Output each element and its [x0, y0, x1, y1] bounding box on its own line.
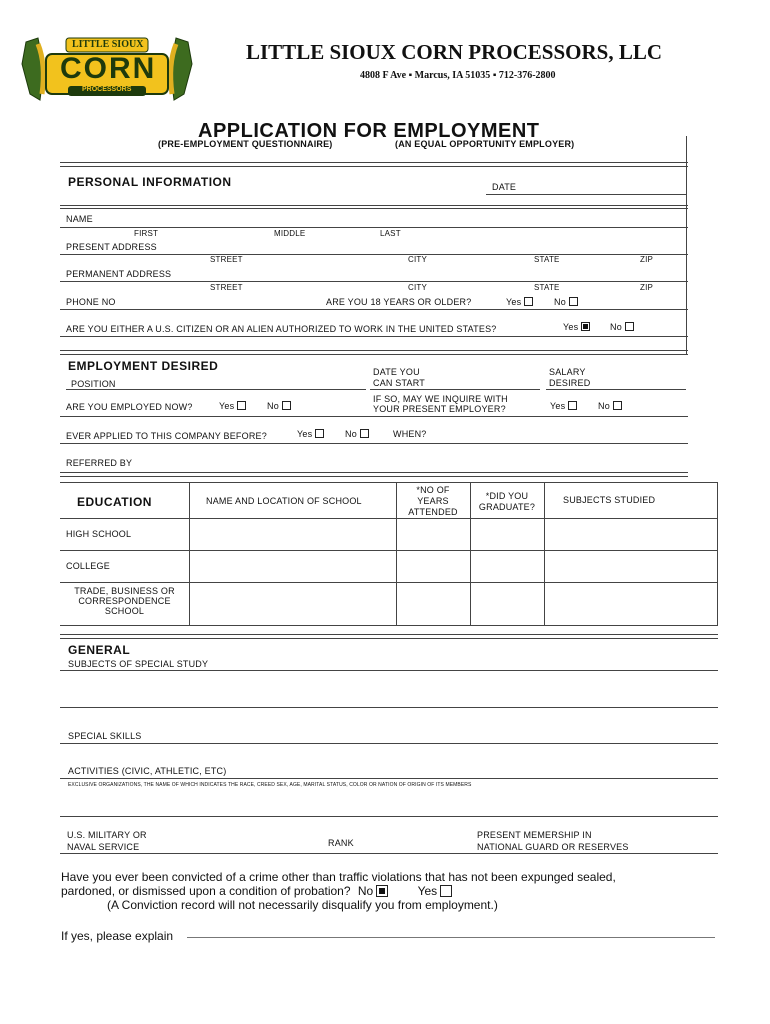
- form-title: APPLICATION FOR EMPLOYMENT: [198, 120, 540, 142]
- applied-yes-label: Yes: [297, 429, 313, 439]
- applied-question: EVER APPLIED TO THIS COMPANY BEFORE?: [66, 431, 267, 441]
- salary-label-2: DESIRED: [549, 378, 591, 388]
- logo-bottom-text: PROCESSORS: [82, 86, 132, 93]
- military-label-2: NAVAL SERVICE: [67, 842, 140, 852]
- subjects-column-header: SUBJECTS STUDIED: [563, 495, 656, 505]
- subtitle-left: (PRE-EMPLOYMENT QUESTIONNAIRE): [158, 139, 333, 149]
- conviction-question-line-1: Have you ever been convicted of a crime other than traffic violations that has not been expunged sealed,: [61, 870, 616, 884]
- conviction-question-text: pardoned, or dismissed upon a condition of probation?: [61, 884, 351, 898]
- graduate-column-header: [470, 491, 544, 513]
- citizen-yes: [563, 322, 590, 332]
- present-address-label: PRESENT ADDRESS: [66, 242, 157, 252]
- applied-yes-checkbox[interactable]: [315, 429, 324, 438]
- company-name: LITTLE SIOUX CORN PROCESSORS, LLC: [246, 40, 663, 64]
- citizen-no: [610, 322, 634, 332]
- citizen-question: ARE YOU EITHER A U.S. CITIZEN OR AN ALIEN AUTHORIZED TO WORK IN THE UNITED STATES?: [66, 324, 497, 334]
- when-label: WHEN?: [393, 429, 427, 439]
- years-header-line-1: *NO OF: [416, 485, 450, 495]
- referred-label: REFERRED BY: [66, 458, 133, 468]
- logo-top-text: LITTLE SIOUX: [72, 39, 144, 50]
- conviction-no-label: No: [357, 884, 374, 898]
- date-label: DATE: [492, 182, 517, 192]
- age-yes-label: Yes: [506, 297, 522, 307]
- explain-field[interactable]: [187, 937, 715, 938]
- zip-label-2: ZIP: [640, 283, 654, 292]
- age-no-label: No: [554, 297, 566, 307]
- inquire-yes-checkbox[interactable]: [568, 401, 577, 410]
- employed-question: ARE YOU EMPLOYED NOW?: [66, 402, 193, 412]
- citizen-yes-label: Yes: [563, 322, 579, 332]
- guard-label-1: PRESENT MEMERSHIP IN: [477, 830, 592, 840]
- years-header-line-2: YEARS: [417, 496, 449, 506]
- permanent-address-label: PERMANENT ADDRESS: [66, 269, 172, 279]
- trade-line-2: CORRESPONDENCE: [78, 596, 171, 606]
- phone-label: PHONE NO: [66, 297, 116, 307]
- citizen-no-label: No: [610, 322, 622, 332]
- employed-no-checkbox[interactable]: [282, 401, 291, 410]
- age-no-checkbox[interactable]: [569, 297, 578, 306]
- rank-label: RANK: [328, 838, 354, 848]
- years-header-line-3: ATTENDED: [408, 507, 458, 517]
- graduate-header-line-2: GRADUATE?: [478, 502, 536, 512]
- city-label: CITY: [408, 255, 428, 264]
- employed-yes-label: Yes: [219, 401, 235, 411]
- street-label: STREET: [210, 255, 243, 264]
- position-label: POSITION: [71, 379, 116, 389]
- street-label-2: STREET: [210, 283, 243, 292]
- state-label-2: STATE: [534, 283, 560, 292]
- company-phone: 712-376-2800: [498, 70, 556, 81]
- activities-label: ACTIVITIES (CIVIC, ATHLETIC, ETC): [68, 766, 227, 776]
- trade-school-label: [60, 586, 189, 616]
- first-label: FIRST: [134, 229, 159, 238]
- applied-no-label: No: [345, 429, 357, 439]
- inquire-no-checkbox[interactable]: [613, 401, 622, 410]
- company-logo: [16, 34, 198, 104]
- citizen-no-checkbox[interactable]: [625, 322, 634, 331]
- college-label: COLLEGE: [66, 561, 110, 571]
- inquire-no-label: No: [598, 401, 610, 411]
- employed-yes: [219, 401, 246, 411]
- name-label: NAME: [66, 214, 93, 224]
- inquire-yes-label: Yes: [550, 401, 566, 411]
- military-label-1: U.S. MILITARY OR: [67, 830, 147, 840]
- company-city: Marcus, IA 51035: [414, 70, 491, 81]
- middle-label: MIDDLE: [274, 229, 306, 238]
- employment-heading: EMPLOYMENT DESIRED: [68, 359, 219, 373]
- inquire-yes: [550, 401, 577, 411]
- age-no: [554, 297, 578, 307]
- citizen-yes-checkbox[interactable]: [581, 322, 590, 331]
- company-address: 4808 F Ave: [360, 70, 407, 81]
- age-yes-checkbox[interactable]: [524, 297, 533, 306]
- years-column-header: [396, 485, 470, 518]
- conviction-no-checkbox[interactable]: [376, 885, 388, 897]
- applied-yes: [297, 429, 324, 439]
- logo-main-text: CORN: [60, 52, 157, 85]
- age-question: ARE YOU 18 YEARS OR OLDER?: [326, 297, 472, 307]
- subtitle-right: (AN EQUAL OPPORTUNITY EMPLOYER): [395, 139, 575, 149]
- guard-label-2: NATIONAL GUARD OR RESERVES: [477, 842, 629, 852]
- special-skills-label: SPECIAL SKILLS: [68, 731, 142, 741]
- applied-no: [345, 429, 369, 439]
- conviction-question-line-2: [61, 884, 452, 898]
- general-heading: GENERAL: [68, 643, 131, 657]
- education-heading: EDUCATION: [77, 495, 152, 509]
- date-start-label-1: DATE YOU: [373, 367, 420, 377]
- applied-no-checkbox[interactable]: [360, 429, 369, 438]
- trade-line-1: TRADE, BUSINESS OR: [74, 586, 175, 596]
- explain-label: If yes, please explain: [61, 929, 174, 943]
- state-label: STATE: [534, 255, 560, 264]
- city-label-2: CITY: [408, 283, 428, 292]
- date-start-label-2: CAN START: [373, 378, 425, 388]
- personal-heading: PERSONAL INFORMATION: [68, 175, 232, 189]
- salary-label-1: SALARY: [549, 367, 586, 377]
- graduate-header-line-1: *DID YOU: [485, 491, 529, 501]
- conviction-yes-label: Yes: [417, 884, 438, 898]
- company-address-line: 4808 F Ave ▪ Marcus, IA 51035 ▪ 712-376-2800: [360, 70, 556, 81]
- high-school-label: HIGH SCHOOL: [66, 529, 132, 539]
- special-study-label: SUBJECTS OF SPECIAL STUDY: [68, 659, 209, 669]
- employed-no: [267, 401, 291, 411]
- school-column-header: NAME AND LOCATION OF SCHOOL: [206, 496, 362, 506]
- conviction-yes-checkbox[interactable]: [440, 885, 452, 897]
- exclusive-note: EXCLUSIVE ORGANIZATIONS, THE NAME OF WHICH INDICATES THE RACE, CREED SEX, AGE, MARITAL STATUS, COLOR OR NATION OF ORIGIN OF ITS MEMBERS: [68, 782, 472, 788]
- last-label: LAST: [380, 229, 401, 238]
- inquire-no: [598, 401, 622, 411]
- inquire-label-2: YOUR PRESENT EMPLOYER?: [373, 404, 506, 414]
- conviction-note: (A Conviction record will not necessarily disqualify you from employment.): [107, 898, 498, 912]
- age-yes: [506, 297, 533, 307]
- zip-label: ZIP: [640, 255, 654, 264]
- employed-yes-checkbox[interactable]: [237, 401, 246, 410]
- inquire-label-1: IF SO, MAY WE INQUIRE WITH: [373, 394, 508, 404]
- employed-no-label: No: [267, 401, 279, 411]
- trade-line-3: SCHOOL: [104, 606, 145, 616]
